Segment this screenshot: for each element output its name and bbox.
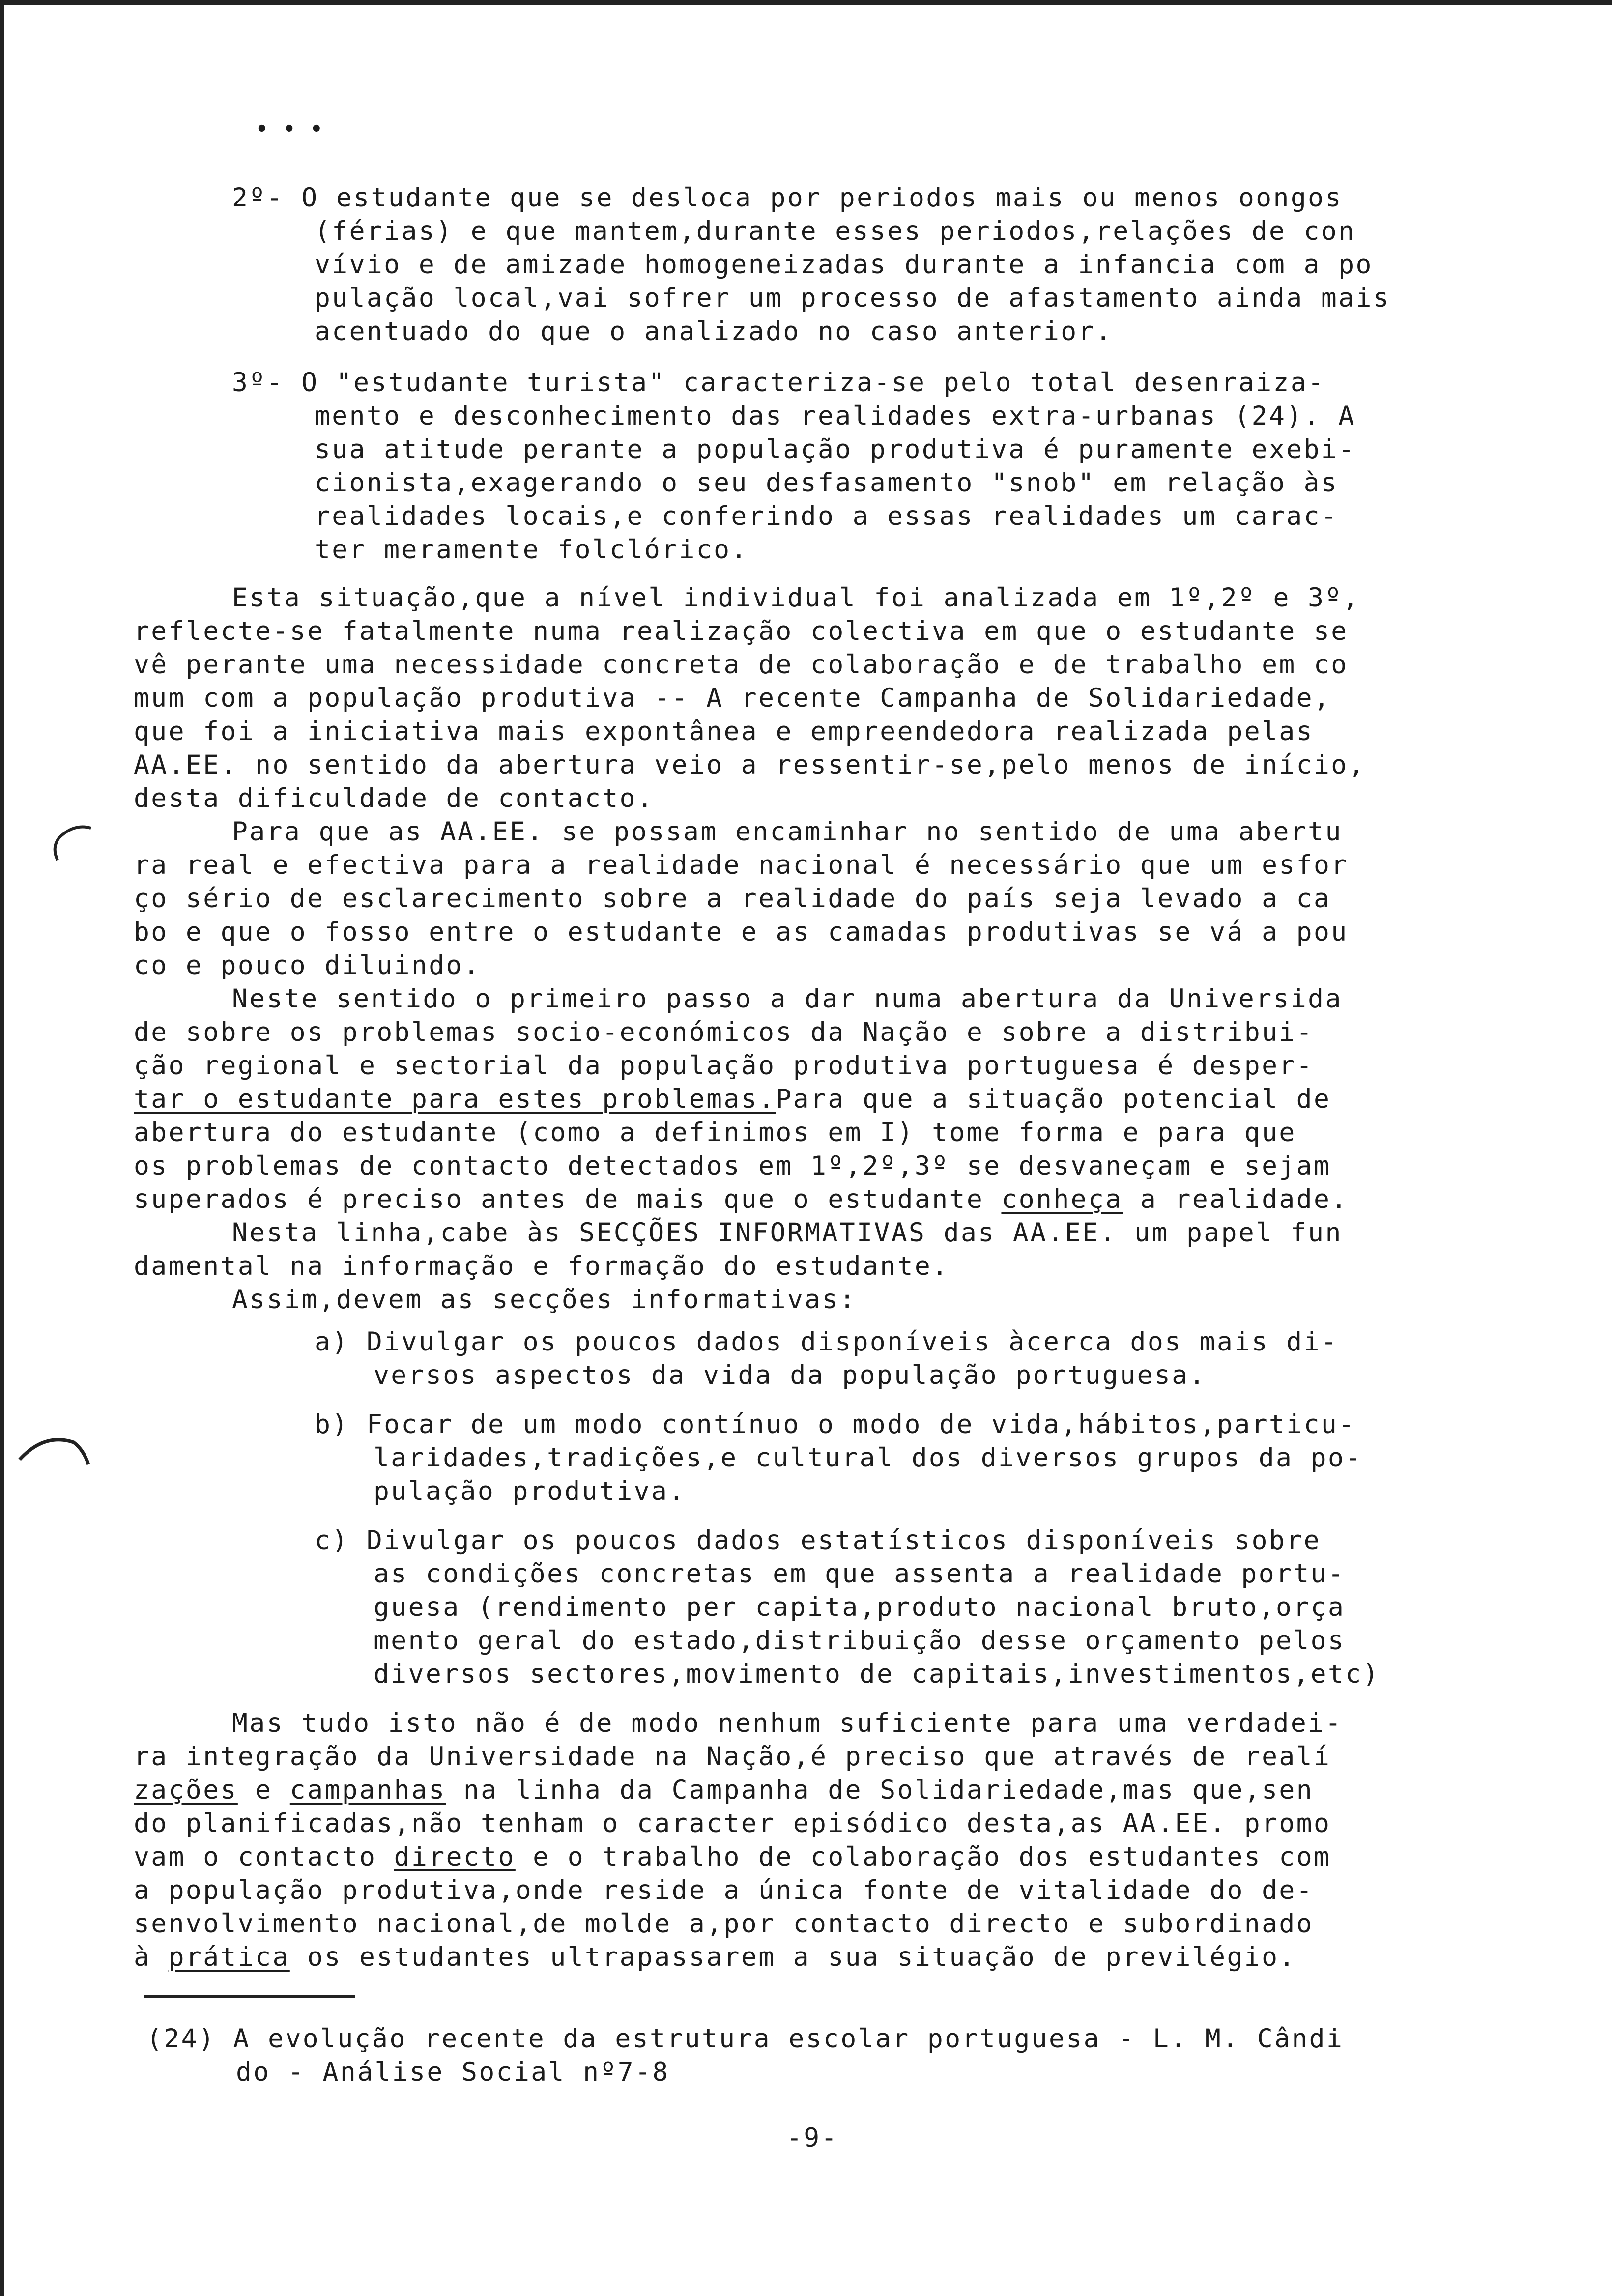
p8-line-3	[134, 1775, 1314, 1806]
p8-line-8-before: à	[134, 1942, 169, 1972]
margin-bracket-mark-bottom	[15, 1415, 103, 1469]
p5-line-5: abertura do estudante (como a definimos em I) tome forma e para que	[134, 1118, 1296, 1148]
list-b-line-1: b) Focar de um modo contínuo o modo de vida,hábitos,particu-	[315, 1409, 1356, 1439]
underline-conheca: conheça	[1001, 1184, 1123, 1214]
p5-line-1: Neste sentido o primeiro passo a dar numa abertura da Universida	[232, 984, 1343, 1014]
p1-line-3: vívio e de amizade homogeneizadas durante a infancia com a po	[315, 250, 1373, 280]
list-a-line-1: a) Divulgar os poucos dados disponíveis àcerca dos mais di-	[315, 1327, 1339, 1357]
p5-line-7-after: a realidade.	[1123, 1184, 1349, 1214]
underline-pratica: prática	[168, 1942, 290, 1972]
list-b-line-2: laridades,tradições,e cultural dos diversos grupos da po-	[374, 1443, 1363, 1473]
p8-line-8	[134, 1942, 1296, 1973]
p3-line-2: reflecte-se fatalmente numa realização colectiva em que o estudante se	[134, 616, 1349, 646]
page-number: -9-	[786, 2123, 838, 2153]
p8-line-3-rest: na linha da Campanha de Solidariedade,mas que,sen	[446, 1775, 1314, 1805]
p1-line-1: 2º- O estudante que se desloca por periodos mais ou menos oongos	[232, 183, 1343, 213]
p4-line-2: ra real e efectiva para a realidade nacional é necessário que um esfor	[134, 850, 1349, 880]
page-border-left	[0, 0, 4, 2296]
underline-realizacoes: zações	[134, 1775, 238, 1805]
p5-line-4	[134, 1084, 1331, 1115]
list-a-line-2: versos aspectos da vida da população portuguesa.	[374, 1360, 1207, 1390]
p8-line-2: ra integração da Universidade na Nação,é preciso que através de realí	[134, 1742, 1331, 1772]
p7-line-1: Assim,devem as secções informativas:	[232, 1285, 857, 1315]
p4-line-3: ço sério de esclarecimento sobre a realidade do país seja levado a ca	[134, 884, 1331, 914]
margin-bracket-mark-top	[47, 818, 96, 877]
p8-line-4: do planificadas,não tenham o caracter episódico desta,as AA.EE. promo	[134, 1808, 1331, 1838]
p8-line-8-after: os estudantes ultrapassarem a sua situação de previlégio.	[289, 1942, 1296, 1972]
list-c-line-1: c) Divulgar os poucos dados estatísticos disponíveis sobre	[315, 1525, 1321, 1555]
p6-line-1: Nesta linha,cabe às SECÇÕES INFORMATIVAS das AA.EE. um papel fun	[232, 1218, 1343, 1248]
p2-line-1: 3º- O "estudante turista" caracteriza-se pelo total desenraiza-	[232, 368, 1325, 398]
page-border-top	[0, 0, 1612, 5]
p2-line-3: sua atitude perante a população produtiva é puramente exebi-	[315, 434, 1356, 464]
p3-line-4: mum com a população produtiva -- A recente Campanha de Solidariedade,	[134, 683, 1331, 713]
list-c-line-3: guesa (rendimento per capita,produto nacional bruto,orça	[374, 1592, 1346, 1622]
p1-line-5: acentuado do que o analizado no caso anterior.	[315, 316, 1113, 346]
p5-line-4-rest: Para que a situação potencial de	[776, 1084, 1331, 1114]
list-c-line-5: diversos sectores,movimento de capitais,investimentos,etc)	[374, 1659, 1380, 1689]
p1-line-4: pulação local,vai sofrer um processo de afastamento ainda mais	[315, 283, 1391, 313]
p6-line-2: damental na informação e formação do estudante.	[134, 1251, 950, 1281]
footnote-rule	[144, 1995, 355, 1998]
footnote-line-1: (24) A evolução recente da estrutura escolar portuguesa - L. M. Cândi	[146, 2024, 1344, 2054]
underline-campanhas: campanhas	[289, 1775, 446, 1805]
p8-line-3-mid: e	[237, 1775, 290, 1805]
p8-line-6: a população produtiva,onde reside a única fonte de vitalidade do de-	[134, 1875, 1314, 1905]
p8-line-1: Mas tudo isto não é de modo nenhum suficiente para uma verdadei-	[232, 1708, 1343, 1738]
p3-line-6: AA.EE. no sentido da abertura veio a ressentir-se,pelo menos de início,	[134, 750, 1366, 780]
p5-line-7-before: superados é preciso antes de mais que o estudante	[134, 1184, 1002, 1214]
p5-line-7	[134, 1184, 1349, 1215]
list-b-line-3: pulação produtiva.	[374, 1476, 686, 1506]
p3-line-5: que foi a iniciativa mais expontânea e empreendedora realizada pelas	[134, 717, 1314, 746]
p5-line-3: ção regional e sectorial da população produtiva portuguesa é desper-	[134, 1051, 1314, 1081]
p3-line-1: Esta situação,que a nível individual foi analizada em 1º,2º e 3º,	[232, 583, 1360, 613]
underline-directo: directo	[394, 1842, 516, 1872]
p2-line-5: realidades locais,e conferindo a essas realidades um carac-	[315, 501, 1339, 531]
p2-line-2: mento e desconhecimento das realidades extra-urbanas (24). A	[315, 401, 1356, 431]
p2-line-4: cionista,exagerando o seu desfasamento "snob" em relação às	[315, 468, 1339, 498]
list-c-line-2: as condições concretas em que assenta a realidade portu-	[374, 1559, 1346, 1589]
p2-line-6: ter meramente folclórico.	[315, 535, 748, 565]
list-c-line-4: mento geral do estado,distribuição desse orçamento pelos	[374, 1626, 1346, 1656]
p5-line-2: de sobre os problemas socio-económicos da Nação e sobre a distribui-	[134, 1017, 1314, 1047]
p1-line-2: (férias) e que mantem,durante esses periodos,relações de con	[315, 216, 1356, 246]
p8-line-5	[134, 1842, 1331, 1872]
p5-line-6: os problemas de contacto detectados em 1º,2º,3º se desvaneçam e sejam	[134, 1151, 1331, 1181]
p8-line-5-before: vam o contacto	[134, 1842, 394, 1872]
p8-line-7: senvolvimento nacional,de molde a,por contacto directo e subordinado	[134, 1909, 1314, 1939]
p4-line-5: co e pouco diluindo.	[134, 950, 481, 980]
p3-line-3: vê perante uma necessidade concreta de colaboração e de trabalho em co	[134, 650, 1349, 680]
footnote-line-2: do - Análise Social nº7-8	[236, 2057, 670, 2087]
header-mark: • • •	[256, 118, 327, 141]
p4-line-4: bo e que o fosso entre o estudante e as camadas produtivas se vá a pou	[134, 917, 1349, 947]
p3-line-7: desta dificuldade de contacto.	[134, 783, 655, 813]
underline-despertar: tar o estudante para estes problemas.	[134, 1084, 776, 1114]
p8-line-5-after: e o trabalho de colaboração dos estudantes com	[515, 1842, 1331, 1872]
p4-line-1: Para que as AA.EE. se possam encaminhar no sentido de uma abertu	[232, 817, 1343, 847]
